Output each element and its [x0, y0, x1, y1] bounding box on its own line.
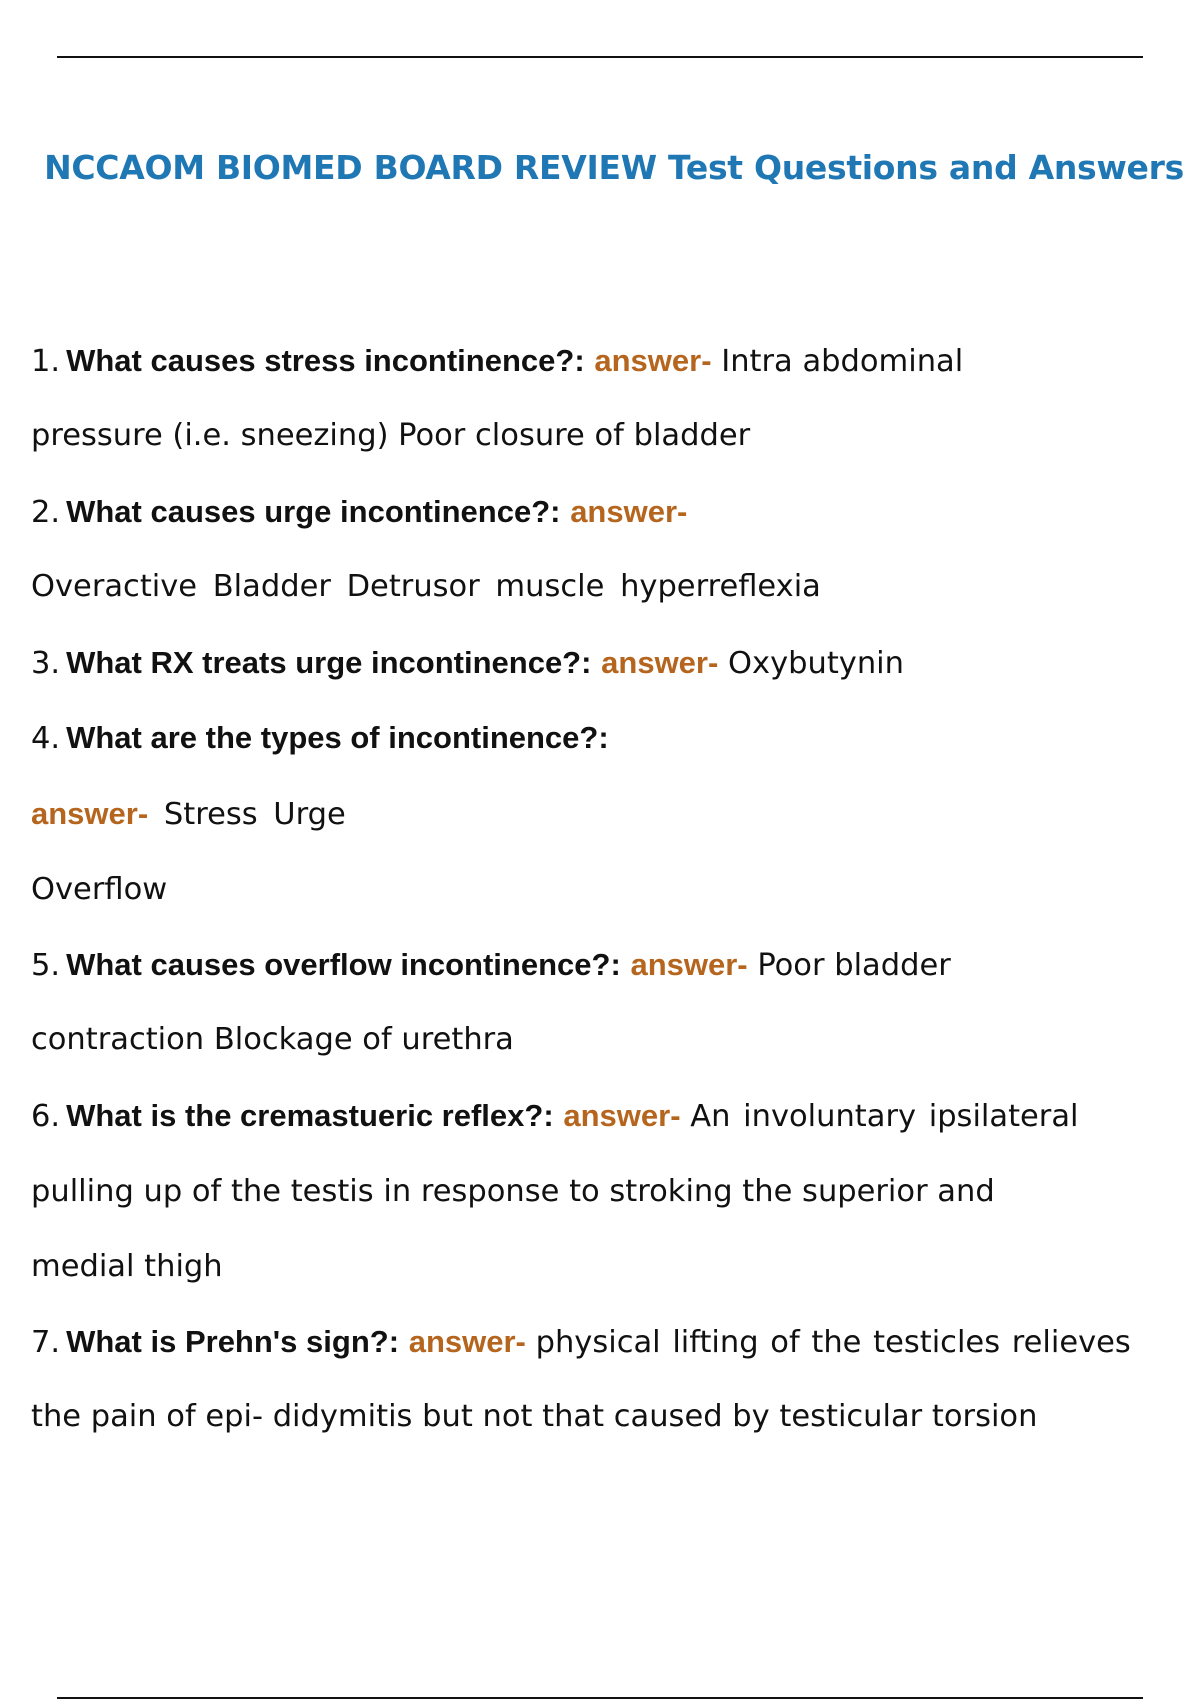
answer-text: the pain of epi- didymitis but not that caused by testicular torsion	[31, 1399, 1038, 1434]
qa-item-1-line-1	[31, 341, 963, 382]
qa-item-1-line-2	[31, 416, 750, 456]
qa-item-2-line-2	[31, 567, 821, 607]
question-number: 4.	[31, 721, 61, 756]
qa-item-6-line-3	[31, 1247, 223, 1287]
qa-item-3-line-1	[31, 643, 904, 684]
answer-text: medial thigh	[31, 1249, 223, 1284]
qa-item-7-line-1	[31, 1322, 1131, 1363]
answer-text: pulling up of the testis in response to stroking the superior and	[31, 1174, 995, 1209]
answer-label: answer-	[570, 494, 688, 529]
qa-item-4-line-3	[31, 870, 167, 910]
answer-label: answer-	[630, 947, 748, 982]
question-number: 3.	[31, 646, 61, 681]
qa-item-5-line-1	[31, 945, 951, 986]
header-rule	[57, 56, 1143, 58]
answer-text: An involuntary ipsilateral	[690, 1099, 1079, 1134]
qa-item-6-line-2	[31, 1172, 995, 1212]
footer-rule	[57, 1697, 1143, 1699]
answer-label: answer-	[563, 1098, 681, 1133]
question-number: 7.	[31, 1325, 61, 1360]
answer-text: Intra abdominal	[721, 344, 964, 379]
qa-item-4-line-1	[31, 718, 609, 759]
question-text: What is the cremastueric reflex?:	[66, 1098, 554, 1133]
qa-item-6-line-1	[31, 1096, 1079, 1137]
answer-text: pressure (i.e. sneezing) Poor closure of bladder	[31, 418, 751, 453]
qa-item-2-line-1	[31, 492, 687, 533]
answer-text: Overactive Bladder Detrusor muscle hyperreflexia	[31, 569, 821, 604]
question-number: 1.	[31, 344, 61, 379]
answer-text: contraction Blockage of urethra	[31, 1022, 514, 1057]
question-text: What causes overflow incontinence?:	[66, 947, 621, 982]
question-number: 5.	[31, 948, 61, 983]
question-number: 6.	[31, 1099, 61, 1134]
answer-label: answer-	[31, 796, 149, 831]
question-number: 2.	[31, 495, 61, 530]
answer-text: Oxybutynin	[728, 646, 904, 681]
answer-text: Poor bladder	[757, 948, 951, 983]
question-text: What are the types of incontinence?:	[66, 720, 609, 755]
answer-label: answer-	[594, 343, 712, 378]
answer-label: answer-	[601, 645, 719, 680]
qa-item-5-line-2	[31, 1020, 514, 1060]
qa-item-4-line-2	[31, 794, 346, 835]
answer-text: physical lifting of the testicles relieves	[535, 1325, 1131, 1360]
answer-text: Stress Urge	[163, 797, 346, 832]
qa-item-7-line-2	[31, 1397, 1037, 1437]
page-title: NCCAOM BIOMED BOARD REVIEW Test Questions and Answers	[44, 148, 1184, 187]
answer-label: answer-	[408, 1324, 526, 1359]
question-text: What causes stress incontinence?:	[66, 343, 585, 378]
question-text: What is Prehn's sign?:	[66, 1324, 400, 1359]
question-text: What RX treats urge incontinence?:	[66, 645, 592, 680]
question-text: What causes urge incontinence?:	[66, 494, 561, 529]
answer-text: Overflow	[31, 872, 168, 907]
